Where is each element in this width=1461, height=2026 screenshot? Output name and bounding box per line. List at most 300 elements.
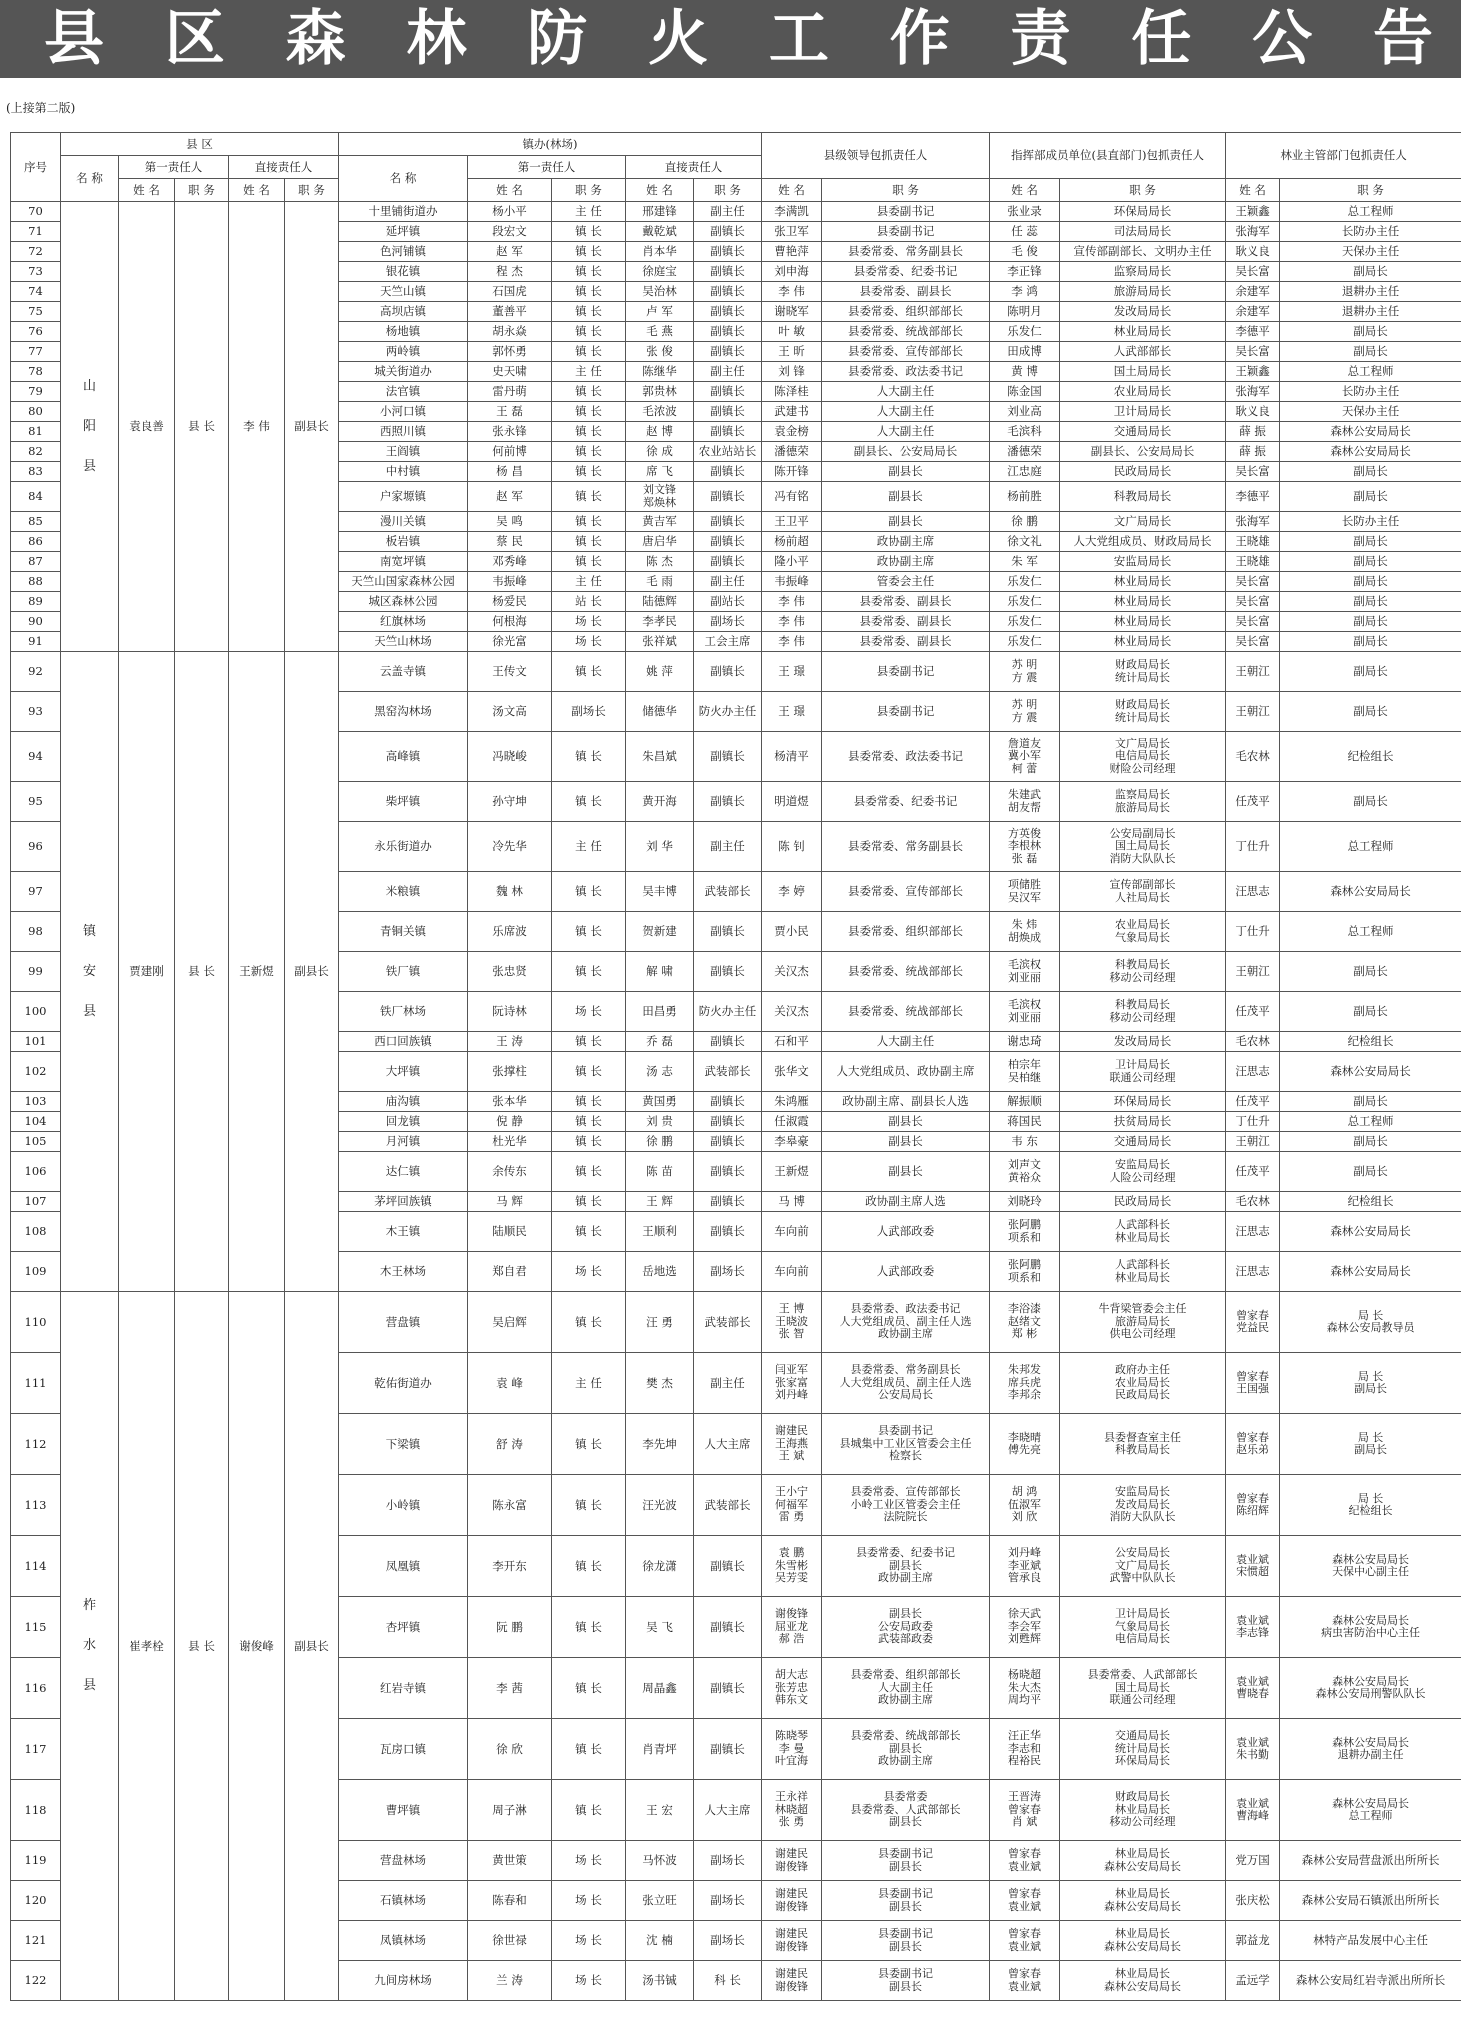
leader-name: 李 伟 [762, 282, 822, 302]
forest-role: 天保办主任 [1280, 402, 1461, 422]
town-first-name: 何根海 [468, 612, 552, 632]
town-direct-role: 副主任 [694, 572, 762, 592]
town-direct-name: 徐庭宝 [626, 262, 694, 282]
row-seq: 93 [11, 692, 61, 732]
leader-role: 县委常委、常务副县长 [822, 822, 990, 872]
town-name: 乾佑街道办 [339, 1353, 468, 1414]
dept-name: 乐发仁 [990, 572, 1060, 592]
dept-name: 曾家春 袁业斌 [990, 1881, 1060, 1921]
row-seq: 91 [11, 632, 61, 652]
row-seq: 113 [11, 1475, 61, 1536]
town-direct-name: 王 辉 [626, 1192, 694, 1212]
county-direct-name: 李 伟 [229, 202, 285, 652]
dept-role: 扶贫局局长 [1060, 1112, 1226, 1132]
town-first-role: 镇 长 [552, 1192, 626, 1212]
leader-role: 县委常委、组织部部长 [822, 302, 990, 322]
forest-name: 汪思志 [1226, 1252, 1280, 1292]
town-direct-name: 黄吉军 [626, 512, 694, 532]
county-direct-role: 副县长 [285, 1292, 339, 2001]
town-first-role: 场 长 [552, 1921, 626, 1961]
town-first-role: 镇 长 [552, 1597, 626, 1658]
town-first-role: 镇 长 [552, 1132, 626, 1152]
forest-name: 曾家春 陈绍辉 [1226, 1475, 1280, 1536]
leader-role: 县委常委、政法委书记 [822, 362, 990, 382]
dept-role: 县委常委、人武部部长 国土局局长 联通公司经理 [1060, 1658, 1226, 1719]
dept-name: 江忠庭 [990, 462, 1060, 482]
leader-role: 副县长 公安局政委 武装部政委 [822, 1597, 990, 1658]
town-direct-role: 防火办主任 [694, 692, 762, 732]
town-direct-role: 副镇长 [694, 1132, 762, 1152]
leader-name: 王新煜 [762, 1152, 822, 1192]
table-row [11, 652, 1461, 692]
town-name: 色河铺镇 [339, 242, 468, 262]
leader-role: 副县长、公安局局长 [822, 442, 990, 462]
dept-role: 人武部部长 [1060, 342, 1226, 362]
town-first-name: 冯晓峻 [468, 732, 552, 782]
forest-name: 袁业斌 李志锋 [1226, 1597, 1280, 1658]
town-direct-role: 副镇长 [694, 1536, 762, 1597]
leader-name: 任淑霞 [762, 1112, 822, 1132]
town-direct-role: 人大主席 [694, 1414, 762, 1475]
forest-name: 丁仕升 [1226, 912, 1280, 952]
row-seq: 104 [11, 1112, 61, 1132]
title-char: 林 [406, 4, 467, 74]
town-first-name: 阮 鹏 [468, 1597, 552, 1658]
dept-name: 汪正华 李志和 程裕民 [990, 1719, 1060, 1780]
town-name: 云盖寺镇 [339, 652, 468, 692]
town-direct-role: 副镇长 [694, 322, 762, 342]
town-name: 天竺山镇 [339, 282, 468, 302]
forest-name: 王朝江 [1226, 652, 1280, 692]
forest-name: 袁业斌 曹晓春 [1226, 1658, 1280, 1719]
town-first-name: 魏 林 [468, 872, 552, 912]
forest-name: 王颖鑫 [1226, 362, 1280, 382]
dept-name: 张阿鹏 项系和 [990, 1212, 1060, 1252]
town-first-role: 镇 长 [552, 1536, 626, 1597]
town-direct-role: 副镇长 [694, 952, 762, 992]
town-name: 达仁镇 [339, 1152, 468, 1192]
row-seq: 73 [11, 262, 61, 282]
leader-role: 县委副书记 [822, 222, 990, 242]
leader-name: 陈 钊 [762, 822, 822, 872]
town-first-name: 吴 鸣 [468, 512, 552, 532]
dept-name: 任 蕊 [990, 222, 1060, 242]
county-direct-role: 副县长 [285, 652, 339, 1292]
row-seq: 101 [11, 1032, 61, 1052]
leader-name: 刘 锋 [762, 362, 822, 382]
leader-name: 刘申海 [762, 262, 822, 282]
town-first-name: 陈春和 [468, 1881, 552, 1921]
county-first-name: 袁良善 [119, 202, 175, 652]
town-direct-name: 徐龙潇 [626, 1536, 694, 1597]
town-direct-role: 副场长 [694, 1252, 762, 1292]
header-county-group: 县 区 [61, 133, 339, 156]
row-seq: 94 [11, 732, 61, 782]
leader-name: 冯有铭 [762, 482, 822, 512]
forest-name: 耿义良 [1226, 242, 1280, 262]
dept-role: 国土局局长 [1060, 362, 1226, 382]
town-first-role: 镇 长 [552, 782, 626, 822]
town-first-role: 副场长 [552, 692, 626, 732]
forest-role: 总工程师 [1280, 912, 1461, 952]
forest-name: 任茂平 [1226, 1092, 1280, 1112]
dept-role: 科教局局长 移动公司经理 [1060, 992, 1226, 1032]
leader-name: 王 博 王晓波 张 智 [762, 1292, 822, 1353]
town-direct-role: 副镇长 [694, 262, 762, 282]
town-direct-role: 副镇长 [694, 402, 762, 422]
leader-role: 人大党组成员、政协副主席 [822, 1052, 990, 1092]
leader-name: 李 伟 [762, 592, 822, 612]
town-direct-role: 副镇长 [694, 782, 762, 822]
forest-name: 张海军 [1226, 222, 1280, 242]
leader-role: 县委副书记 [822, 652, 990, 692]
town-first-role: 主 任 [552, 362, 626, 382]
county-first-name: 贾建刚 [119, 652, 175, 1292]
town-first-name: 杜光华 [468, 1132, 552, 1152]
forest-name: 吴长富 [1226, 342, 1280, 362]
header-position: 职 务 [1060, 179, 1226, 202]
forest-role: 副局长 [1280, 1152, 1461, 1192]
title-char: 县 [44, 4, 104, 74]
forest-role: 森林公安局局长 森林公安局刑警队队长 [1280, 1658, 1461, 1719]
town-direct-role: 副镇长 [694, 1597, 762, 1658]
forest-name: 汪思志 [1226, 1052, 1280, 1092]
town-name: 永乐街道办 [339, 822, 468, 872]
forest-name: 郭益龙 [1226, 1921, 1280, 1961]
forest-name: 耿义良 [1226, 402, 1280, 422]
forest-name: 袁业斌 曹海峰 [1226, 1780, 1280, 1841]
town-first-name: 王传文 [468, 652, 552, 692]
town-direct-name: 汤 志 [626, 1052, 694, 1092]
town-first-name: 张本华 [468, 1092, 552, 1112]
header-town-direct-resp: 直接责任人 [626, 156, 762, 179]
header-name: 姓 名 [762, 179, 822, 202]
row-seq: 97 [11, 872, 61, 912]
leader-name: 谢建民 谢俊锋 [762, 1841, 822, 1881]
leader-role: 副县长 [822, 1112, 990, 1132]
town-direct-role: 副镇长 [694, 1092, 762, 1112]
title-char: 公 [1252, 4, 1313, 74]
leader-name: 武建书 [762, 402, 822, 422]
row-seq: 118 [11, 1780, 61, 1841]
town-direct-role: 副镇长 [694, 482, 762, 512]
forest-role: 长防办主任 [1280, 382, 1461, 402]
dept-name: 李 鸿 [990, 282, 1060, 302]
leader-role: 人大副主任 [822, 382, 990, 402]
town-first-role: 镇 长 [552, 322, 626, 342]
town-first-role: 镇 长 [552, 442, 626, 462]
forest-role: 森林公安局局长 [1280, 872, 1461, 912]
town-direct-role: 副镇长 [694, 912, 762, 952]
row-seq: 121 [11, 1921, 61, 1961]
leader-role: 县委副书记 [822, 692, 990, 732]
town-name: 九间房林场 [339, 1961, 468, 2001]
town-name: 小河口镇 [339, 402, 468, 422]
row-seq: 80 [11, 402, 61, 422]
town-direct-role: 防火办主任 [694, 992, 762, 1032]
header-name: 姓 名 [1226, 179, 1280, 202]
town-direct-name: 肖青坪 [626, 1719, 694, 1780]
leader-name: 王 璟 [762, 652, 822, 692]
dept-name: 黄 博 [990, 362, 1060, 382]
town-direct-role: 副镇长 [694, 512, 762, 532]
town-name: 杨地镇 [339, 322, 468, 342]
leader-name: 叶 敏 [762, 322, 822, 342]
dept-role: 科教局局长 移动公司经理 [1060, 952, 1226, 992]
row-seq: 105 [11, 1132, 61, 1152]
dept-name: 毛滨权 刘亚丽 [990, 952, 1060, 992]
leader-name: 陈泽桂 [762, 382, 822, 402]
header-town-first-resp: 第一责任人 [468, 156, 626, 179]
town-first-role: 场 长 [552, 632, 626, 652]
leader-role: 县委副书记 副县长 [822, 1961, 990, 2001]
dept-role: 发改局局长 [1060, 302, 1226, 322]
town-first-name: 张忠贤 [468, 952, 552, 992]
dept-name: 解振顺 [990, 1092, 1060, 1112]
forest-role: 副局长 [1280, 322, 1461, 342]
town-first-name: 兰 涛 [468, 1961, 552, 2001]
town-name: 银花镇 [339, 262, 468, 282]
town-first-name: 阮诗林 [468, 992, 552, 1032]
town-first-role: 镇 长 [552, 532, 626, 552]
row-seq: 87 [11, 552, 61, 572]
town-name: 石镇林场 [339, 1881, 468, 1921]
dept-name: 徐 鹏 [990, 512, 1060, 532]
town-first-name: 黄世策 [468, 1841, 552, 1881]
town-name: 曹坪镇 [339, 1780, 468, 1841]
leader-role: 县委副书记 副县长 [822, 1881, 990, 1921]
town-direct-role: 副镇长 [694, 222, 762, 242]
town-direct-name: 刘 华 [626, 822, 694, 872]
dept-name: 蒋国民 [990, 1112, 1060, 1132]
town-first-name: 王 涛 [468, 1032, 552, 1052]
town-direct-role: 副镇长 [694, 1192, 762, 1212]
town-direct-name: 赵 博 [626, 422, 694, 442]
dept-name: 项储胜 吴汉军 [990, 872, 1060, 912]
town-first-name: 徐 欣 [468, 1719, 552, 1780]
town-first-name: 邓秀峰 [468, 552, 552, 572]
town-first-role: 镇 长 [552, 262, 626, 282]
forest-name: 吴长富 [1226, 572, 1280, 592]
town-direct-role: 副场长 [694, 612, 762, 632]
leader-role: 县委副书记 副县长 [822, 1841, 990, 1881]
row-seq: 75 [11, 302, 61, 322]
town-first-role: 镇 长 [552, 282, 626, 302]
town-direct-name: 贺新建 [626, 912, 694, 952]
leader-role: 县委常委、统战部部长 [822, 322, 990, 342]
town-first-role: 镇 长 [552, 512, 626, 532]
forest-role: 退耕办主任 [1280, 282, 1461, 302]
leader-role: 县委常委、宣传部部长 [822, 342, 990, 362]
town-direct-role: 副镇长 [694, 652, 762, 692]
forest-name: 吴长富 [1226, 612, 1280, 632]
town-first-role: 镇 长 [552, 552, 626, 572]
forest-role: 森林公安局局长 总工程师 [1280, 1780, 1461, 1841]
forest-role: 副局长 [1280, 1092, 1461, 1112]
town-direct-role: 农业站站长 [694, 442, 762, 462]
town-first-name: 冷先华 [468, 822, 552, 872]
header-position: 职 务 [694, 179, 762, 202]
forest-name: 余建军 [1226, 282, 1280, 302]
dept-name: 曾家春 袁业斌 [990, 1921, 1060, 1961]
town-direct-role: 武装部长 [694, 872, 762, 912]
town-first-name: 张撑柱 [468, 1052, 552, 1092]
leader-name: 李满凯 [762, 202, 822, 222]
town-direct-role: 副主任 [694, 362, 762, 382]
town-name: 凤凰镇 [339, 1536, 468, 1597]
forest-role: 副局长 [1280, 992, 1461, 1032]
leader-name: 胡大志 张芳忠 韩东文 [762, 1658, 822, 1719]
leader-name: 石和平 [762, 1032, 822, 1052]
table-header [11, 133, 1461, 202]
town-direct-role: 武装部长 [694, 1292, 762, 1353]
town-first-role: 镇 长 [552, 1414, 626, 1475]
row-seq: 108 [11, 1212, 61, 1252]
leader-name: 贾小民 [762, 912, 822, 952]
town-direct-name: 樊 杰 [626, 1353, 694, 1414]
town-first-role: 镇 长 [552, 872, 626, 912]
continue-note: (上接第二版) [6, 101, 76, 115]
town-name: 西照川镇 [339, 422, 468, 442]
town-direct-name: 戴乾斌 [626, 222, 694, 242]
leader-name: 车向前 [762, 1212, 822, 1252]
dept-role: 林业局局长 森林公安局局长 [1060, 1961, 1226, 2001]
forest-name: 毛农林 [1226, 1192, 1280, 1212]
town-first-role: 镇 长 [552, 342, 626, 362]
town-direct-role: 副镇长 [694, 1112, 762, 1132]
dept-name: 刘业高 [990, 402, 1060, 422]
leader-name: 谢建民 谢俊锋 [762, 1881, 822, 1921]
leader-role: 县委副书记 副县长 [822, 1921, 990, 1961]
leader-name: 李 伟 [762, 612, 822, 632]
forest-role: 局 长 森林公安局教导员 [1280, 1292, 1461, 1353]
town-first-role: 镇 长 [552, 952, 626, 992]
town-name: 漫川关镇 [339, 512, 468, 532]
county-name: 山 阳 县 [61, 202, 119, 652]
town-direct-role: 副镇长 [694, 1032, 762, 1052]
leader-role: 政协副主席 [822, 552, 990, 572]
forest-name: 王晓雄 [1226, 532, 1280, 552]
forest-name: 毛农林 [1226, 1032, 1280, 1052]
dept-role: 农业局局长 气象局局长 [1060, 912, 1226, 952]
town-direct-name: 张 俊 [626, 342, 694, 362]
dept-role: 公安局局长 文广局局长 武警中队队长 [1060, 1536, 1226, 1597]
row-seq: 107 [11, 1192, 61, 1212]
row-seq: 83 [11, 462, 61, 482]
town-first-name: 徐世禄 [468, 1921, 552, 1961]
forest-name: 王晓雄 [1226, 552, 1280, 572]
dept-name: 李浴漆 赵绪文 郑 彬 [990, 1292, 1060, 1353]
town-first-role: 镇 长 [552, 1292, 626, 1353]
dept-role: 司法局局长 [1060, 222, 1226, 242]
header-town-name: 名 称 [339, 156, 468, 202]
town-first-role: 镇 长 [552, 222, 626, 242]
town-name: 高峰镇 [339, 732, 468, 782]
dept-role: 科教局局长 [1060, 482, 1226, 512]
forest-name: 张海军 [1226, 512, 1280, 532]
town-first-role: 镇 长 [552, 242, 626, 262]
header-dept-group: 指挥部成员单位(县直部门)包抓责任人 [990, 133, 1226, 179]
leader-role: 县委副书记 [822, 202, 990, 222]
row-seq: 109 [11, 1252, 61, 1292]
town-first-name: 孙守坤 [468, 782, 552, 822]
leader-role: 人大副主任 [822, 422, 990, 442]
header-position: 职 务 [552, 179, 626, 202]
town-first-name: 胡永焱 [468, 322, 552, 342]
forest-name: 汪思志 [1226, 1212, 1280, 1252]
forest-name: 曾家春 赵乐弟 [1226, 1414, 1280, 1475]
town-name: 营盘林场 [339, 1841, 468, 1881]
town-first-name: 汤文高 [468, 692, 552, 732]
forest-name: 张庆松 [1226, 1881, 1280, 1921]
leader-role: 县委常委、宣传部部长 [822, 872, 990, 912]
dept-name: 刘晓玲 [990, 1192, 1060, 1212]
title-char: 工 [768, 4, 829, 74]
town-direct-role: 工会主席 [694, 632, 762, 652]
forest-role: 副局长 [1280, 952, 1461, 992]
town-name: 城区森林公园 [339, 592, 468, 612]
leader-role: 副县长 [822, 462, 990, 482]
dept-name: 杨晓超 朱大杰 周均平 [990, 1658, 1060, 1719]
town-first-role: 场 长 [552, 612, 626, 632]
town-name: 米粮镇 [339, 872, 468, 912]
town-first-name: 李 茜 [468, 1658, 552, 1719]
dept-role: 旅游局局长 [1060, 282, 1226, 302]
leader-role: 人武部政委 [822, 1212, 990, 1252]
row-seq: 116 [11, 1658, 61, 1719]
town-first-name: 袁 峰 [468, 1353, 552, 1414]
town-direct-name: 黄国勇 [626, 1092, 694, 1112]
town-direct-role: 副镇长 [694, 732, 762, 782]
town-direct-name: 张立旺 [626, 1881, 694, 1921]
county-direct-name: 谢俊峰 [229, 1292, 285, 2001]
forest-name: 吴长富 [1226, 632, 1280, 652]
town-direct-name: 解 啸 [626, 952, 694, 992]
row-seq: 112 [11, 1414, 61, 1475]
town-name: 两岭镇 [339, 342, 468, 362]
forest-role: 副局长 [1280, 462, 1461, 482]
county-name: 镇 安 县 [61, 652, 119, 1292]
dept-name: 王晋涛 曾家春 肖 斌 [990, 1780, 1060, 1841]
town-name: 木王镇 [339, 1212, 468, 1252]
dept-role: 环保局局长 [1060, 1092, 1226, 1112]
title-char: 火 [648, 4, 709, 74]
forest-role: 局 长 纪检组长 [1280, 1475, 1461, 1536]
dept-role: 副县长、公安局局长 [1060, 442, 1226, 462]
town-first-name: 郭怀勇 [468, 342, 552, 362]
row-seq: 117 [11, 1719, 61, 1780]
row-seq: 77 [11, 342, 61, 362]
forest-role: 副局长 [1280, 552, 1461, 572]
header-leader-group: 县级领导包抓责任人 [762, 133, 990, 179]
row-seq: 110 [11, 1292, 61, 1353]
leader-name: 潘德荣 [762, 442, 822, 462]
dept-name: 毛滨权 刘亚丽 [990, 992, 1060, 1032]
forest-role: 副局长 [1280, 652, 1461, 692]
town-name: 王阎镇 [339, 442, 468, 462]
leader-role: 县委常委、组织部部长 [822, 912, 990, 952]
town-direct-name: 朱昌斌 [626, 732, 694, 782]
town-name: 茅坪回族镇 [339, 1192, 468, 1212]
town-name: 黑窑沟林场 [339, 692, 468, 732]
leader-role: 县委常委、副县长 [822, 632, 990, 652]
dept-role: 环保局局长 [1060, 202, 1226, 222]
dept-role: 民政局局长 [1060, 1192, 1226, 1212]
town-direct-role: 副镇长 [694, 1152, 762, 1192]
leader-name: 关汉杰 [762, 952, 822, 992]
leader-name: 王永祥 林晓超 张 勇 [762, 1780, 822, 1841]
forest-name: 毛农林 [1226, 732, 1280, 782]
